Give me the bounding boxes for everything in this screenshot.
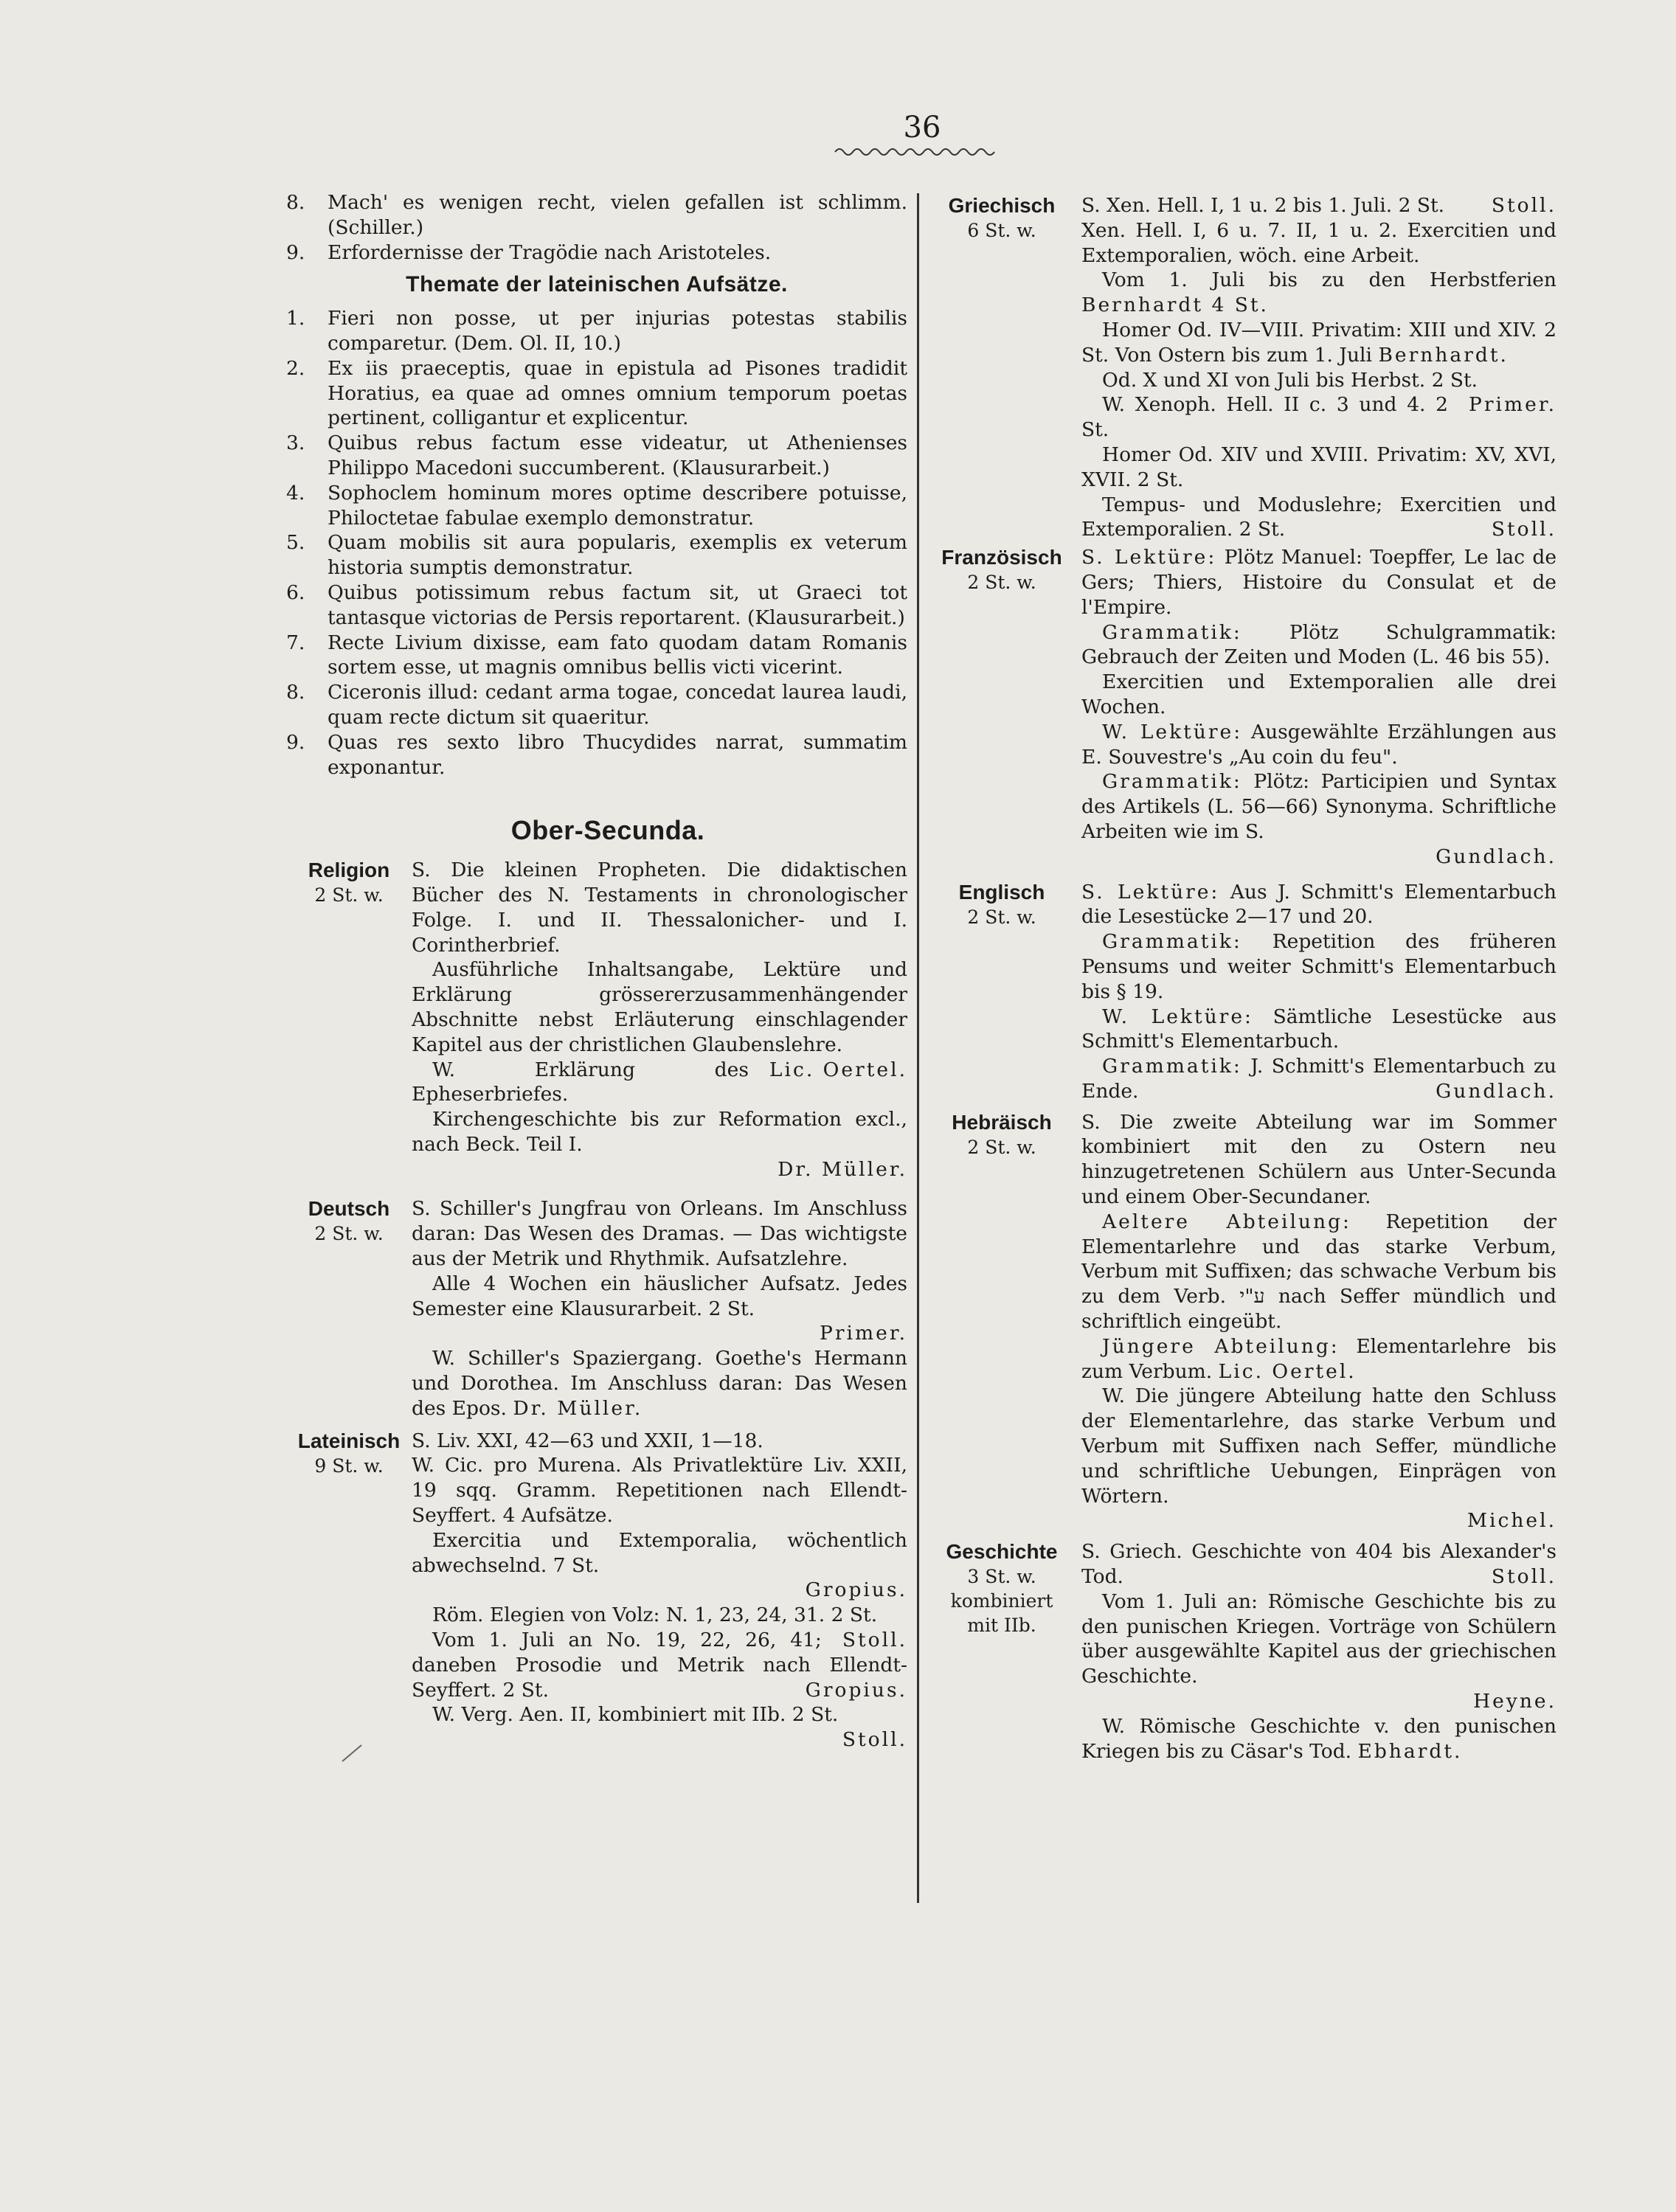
- right-column: [922, 193, 1556, 1764]
- subject-religion: Religion 2 St. w. S. Die kleinen Propheten. Die didaktischen Bücher des N. Testaments in chronologischer Folge. I. und II. Thessalonicher- und I. Corintherbrief. Ausführliche Inhaltsangabe, Lektüre und Erklärung grössererzusammenhängender Abschnitte nebst Erläuterung einschlagender Kapitel aus der christlichen Glaubenslehre. Lic. Oertel. W. Erklärung des Epheserbriefes. Kirchengeschichte bis zur Reformation excl., nach Beck. Teil I. Dr. Müller.: [286, 858, 907, 1182]
- teacher-signature: Dr. Müller.: [778, 1157, 907, 1181]
- list-item: 9. Erfordernisse der Tragödie nach Aristoteles.: [286, 240, 772, 264]
- list-item: 2. Ex iis praeceptis, quae in epistula ad Pisones tradidit Horatius, ea quae ad omnes omnium temporum poetas pertinent, colligantur et explicentur.: [286, 356, 907, 430]
- subject-name: Griechisch: [948, 194, 1056, 217]
- list-item: 5. Quam mobilis sit aura popularis, exemplis ex veterum historia sumptis demonstratur.: [286, 531, 907, 580]
- list-item: 1. Fieri non posse, ut per injurias potestas stabilis comparetur. (Dem. Ol. II, 10.): [286, 307, 907, 355]
- subject-name: Englisch: [958, 880, 1045, 904]
- column-divider: [917, 193, 919, 1903]
- subject-name: Geschichte: [946, 1540, 1058, 1564]
- subject-deutsch: Deutsch 2 St. w. S. Schiller's Jungfrau von Orleans. Im Anschluss daran: Das Wesen des Dramas. — Das wichtigste aus der Metrik und Rhythmik. Aufsatzlehre. Alle 4 Wochen ein häuslicher Aufsatz. Jedes Semester eine Klausurarbeit. 2 St. Primer. W. Schiller's Spaziergang. Goethe's Hermann und Dorothea. Im Anschluss daran: Das Wesen des Epos. Dr. Müller.: [286, 1196, 907, 1421]
- teacher-signature: Michel.: [1466, 1509, 1556, 1533]
- section-heading: Ober-Secunda.: [510, 815, 705, 846]
- subject-name: Französisch: [941, 546, 1062, 569]
- subject-name: Hebräisch: [952, 1110, 1052, 1134]
- subject-name: Lateinisch: [297, 1429, 401, 1452]
- subject-hours: 2 St. w.: [314, 1223, 384, 1245]
- subject-hours: 6 St. w.: [967, 220, 1036, 241]
- list-item: 7. Recte Livium dixisse, eam fato quodam datam Romanis sortem esse, ut magnis omnibus bellis victi vicerint.: [286, 631, 907, 679]
- ornament-line: [834, 145, 996, 159]
- pencil-mark: [341, 1741, 363, 1763]
- subject-hebraeisch: Hebräisch 2 St. w. S. Die zweite Abteilung war im Sommer kombiniert mit den zu Ostern neu hinzugetretenen Schülern aus Unter-Secunda und einem Ober-Secundaner. Aeltere Abteilung: Repetition der Elementarlehre und das starke Verbum, Verbum mit Suffixen; das schwache Verbum bis zu dem Verb. ע"י nach Seffer mündlich und schriftlich eingeübt. Jüngere Abteilung: Elementarlehre bis zum Verbum. Lic. Oertel. W. Die jüngere Abteilung hatte den Schluss der Elementarlehre, das starke Verbum und Verbum mit Suffixen nach Seffer, mündliche und schriftliche Uebungen, Einprägen von Wörtern. Michel.: [922, 1110, 1556, 1534]
- subject-griechisch: Griechisch 6 St. w. S. Xen. Hell. I, 1 u. 2 bis 1. Juli. 2 St. Stoll. Xen. Hell. I, 6 u. 7. II, 1 u. 2. Exercitien und Extemporalien, wöch. eine Arbeit. Vom 1. Juli bis zu den Herbstferien Bernhardt 4 St. Homer Od. IV—VIII. Privatim: XIII und XIV. 2 St. Von Ostern bis zum 1. Juli Bernhardt. Od. X und XI von Juli bis Herbst. 2 St. Primer. W. Xenoph. Hell. II c. 3 und 4. 2 St. Homer Od. XIV und XVIII. Privatim: XV, XVI, XVII. 2 St. Tempus- und Moduslehre; Exercitien und Extemporalien. 2 St. Stoll.: [922, 193, 1556, 542]
- subject-franzoesisch: Französisch 2 St. w. S. Lektüre: Plötz Manuel: Toepffer, Le lac de Gers; Thiers, Histoire du Consulat et de l'Empire. Grammatik: Plötz Schulgrammatik: Gebrauch der Zeiten und Moden (L. 46 bis 55). Exercitien und Extemporalien alle drei Wochen. W. Lektüre: Ausgewählte Erzählungen aus E. Souvestre's „Au coin du feu". Grammatik: Plötz: Participien und Syntax des Artikels (L. 56—66) Synonyma. Schriftliche Arbeiten wie im S. Gundlach.: [922, 545, 1556, 869]
- subject-hours: 2 St. w.: [967, 572, 1036, 594]
- subject-hours: 2 St. w.: [314, 884, 384, 906]
- subject-hours: 9 St. w.: [314, 1455, 384, 1477]
- list-item: 8. Mach' es wenigen recht, vielen gefallen ist schlimm. (Schiller.): [286, 191, 907, 239]
- subject-hours: 2 St. w.: [967, 1136, 1036, 1158]
- subject-geschichte: Geschichte 3 St. w. kombiniert mit IIb. S. Griech. Geschichte von 404 bis Alexander's Tod. Stoll. Vom 1. Juli an: Römische Geschichte bis zu den punischen Kriegen. Vorträge von Schülern über ausgewählte Kapitel aus der griechischen Geschichte. Heyne. W. Römische Geschichte v. den punischen Kriegen bis zu Cäsar's Tod. Ebhardt.: [922, 1539, 1556, 1764]
- list-item: 6. Quibus potissimum rebus factum sit, ut Graeci tot tantasque victorias de Persis reportarent. (Klausurarbeit.): [286, 580, 907, 629]
- list-item: 9. Quas res sexto libro Thucydides narrat, summatim exponantur.: [286, 730, 907, 779]
- subject-hours: 2 St. w.: [967, 906, 1036, 928]
- teacher-signature: Heyne.: [1473, 1690, 1556, 1713]
- teacher-signature: Primer.: [820, 1322, 907, 1345]
- teacher-signature: Gropius.: [805, 1578, 907, 1602]
- subject-name: Deutsch: [308, 1197, 390, 1221]
- subject-lateinisch: Lateinisch 9 St. w. S. Liv. XXI, 42—63 und XXII, 1—18. W. Cic. pro Murena. Als Privatlektüre Liv. XXII, 19 sqq. Gramm. Repetitionen nach Ellendt-Seyffert. 4 Aufsätze. Exercitia und Extemporalia, wöchentlich abwechselnd. 7 St. Gropius. Röm. Elegien von Volz: N. 1, 23, 24, 31. 2 St. Stoll. Vom 1. Juli an No. 19, 22, 26, 41; daneben Prosodie und Metrik nach Ellendt-Seyffert. 2 St. Gropius. W. Verg. Aen. II, kombiniert mit IIb. 2 St. Stoll.: [286, 1429, 907, 1752]
- page-number: 36: [903, 111, 941, 145]
- latin-essays-heading: Themate der lateinischen Aufsätze.: [406, 272, 788, 297]
- subject-englisch: Englisch 2 St. w. S. Lektüre: Aus J. Schmitt's Elementarbuch die Lesestücke 2—17 und 20. Grammatik: Repetition des früheren Pensums und weiter Schmitt's Elementarbuch bis § 19. W. Lektüre: Sämtliche Lesestücke aus Schmitt's Elementarbuch. Grammatik: J. Schmitt's Elementarbuch zu Ende. Gundlach.: [922, 880, 1556, 1104]
- teacher-signature: Gundlach.: [1436, 845, 1556, 868]
- list-item: 8. Ciceronis illud: cedant arma togae, concedat laurea laudi, quam recte dictum sit quaeritur.: [286, 681, 907, 729]
- subject-name: Religion: [308, 859, 390, 882]
- list-item: 3. Quibus rebus factum esse videatur, ut Athenienses Philippo Macedoni succumberent. (Klausurarbeit.): [286, 431, 907, 479]
- subject-hours: 3 St. w.: [967, 1566, 1036, 1588]
- left-column: [286, 190, 907, 1752]
- list-item: 4. Sophoclem hominum mores optime describere potuisse, Philoctetae fabulae exemplo demonstratur.: [286, 481, 907, 530]
